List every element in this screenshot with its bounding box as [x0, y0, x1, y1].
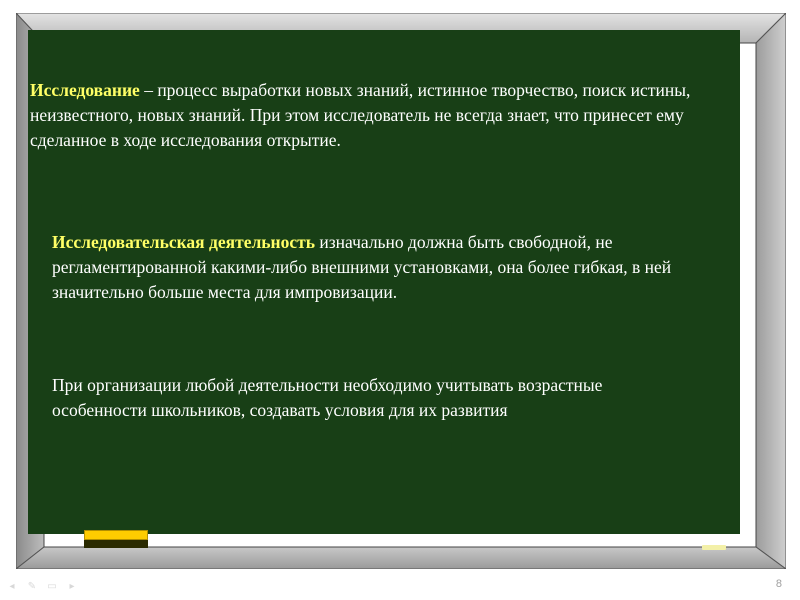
page-number: 8	[775, 578, 782, 590]
eraser-felt	[84, 530, 148, 540]
paragraph-research-definition	[30, 78, 750, 153]
organization-text: При организации любой деятельности необходимо учитывать возрастные особенности школьников, создавать условия для их развития	[52, 375, 603, 420]
paragraph-organization	[52, 373, 692, 423]
slideshow-toolbar	[6, 582, 78, 592]
pen-icon[interactable]: ✎	[27, 581, 37, 592]
term-research: Исследование	[30, 80, 140, 100]
paragraph-research-activity	[52, 230, 752, 305]
chalk-piece	[702, 545, 726, 550]
activity-text: изначально должна быть свободной, не регламентированной какими-либо внешними установками, она более гибкая, в ней значительно больше места для импровизации.	[52, 232, 672, 302]
eraser	[84, 530, 148, 548]
arrow-left-icon[interactable]: ◂	[9, 581, 15, 592]
definition-text: – процесс выработки новых знаний, истинное творчество, поиск истины, неизвестного, новых знаний. При этом исследователь не всегда знает, что принесет ему сделанное в ходе исследования открытие.	[30, 80, 691, 150]
arrow-right-icon[interactable]: ▸	[69, 581, 75, 592]
eraser-base	[84, 540, 148, 548]
term-research-activity: Исследовательская деятельность	[52, 232, 316, 252]
slides-icon[interactable]: ▭	[47, 581, 57, 592]
